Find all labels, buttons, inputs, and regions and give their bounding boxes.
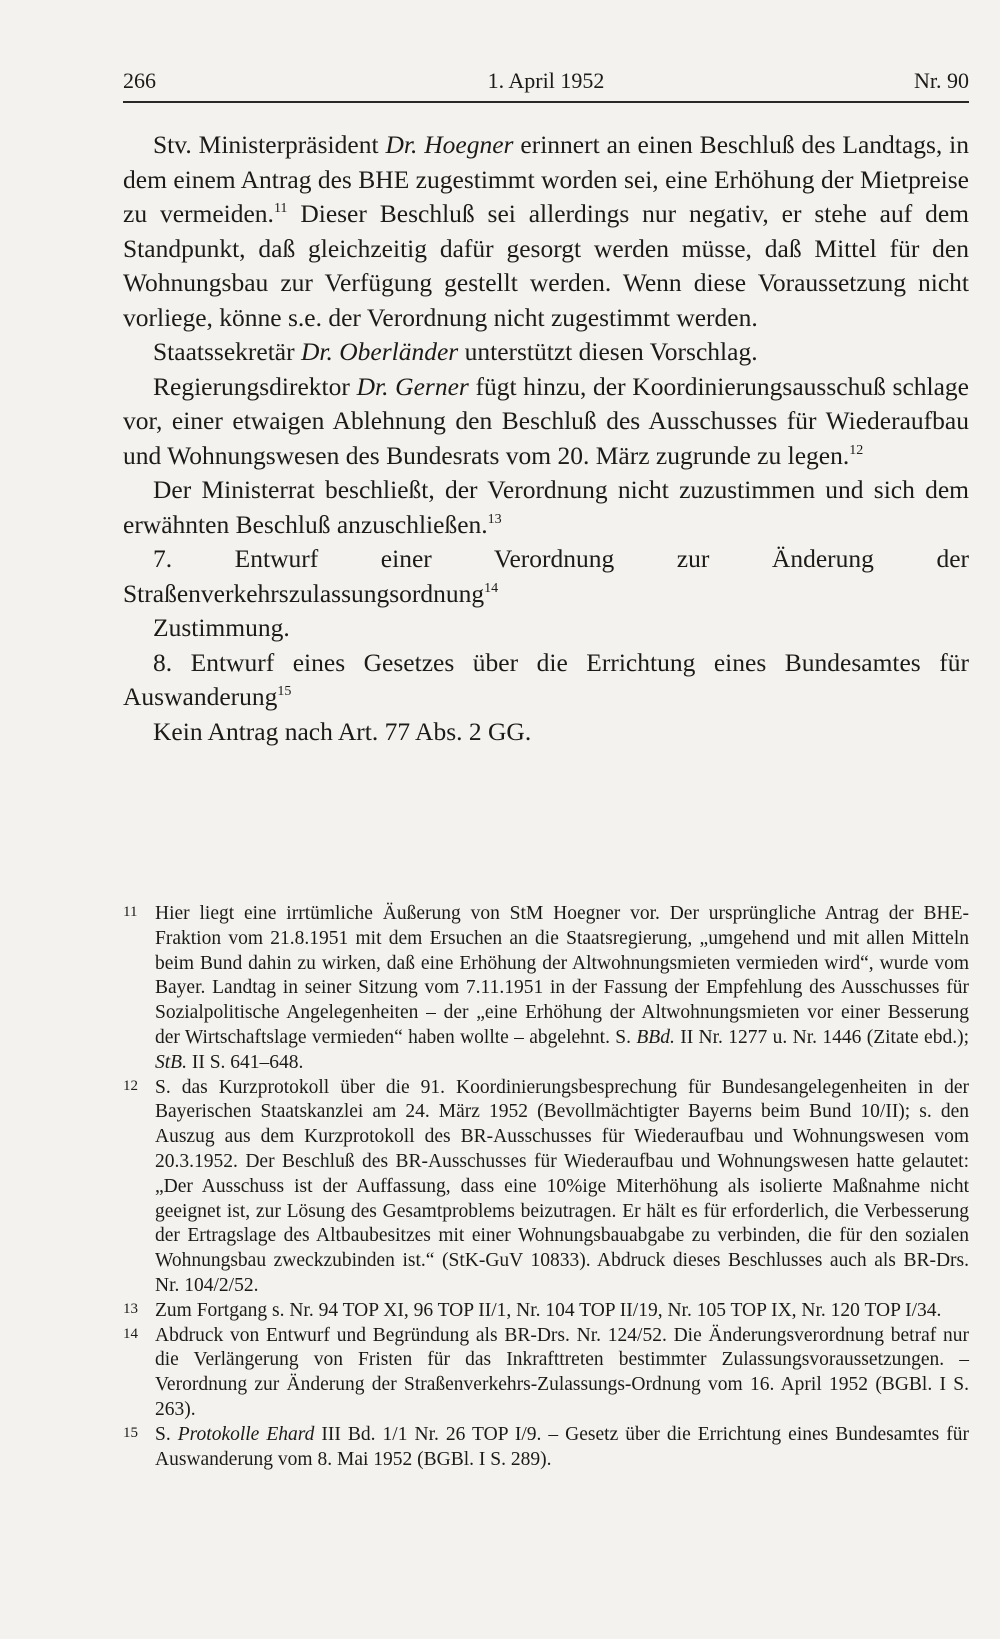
footnote-13 bbox=[123, 1299, 969, 1324]
footnote-ref[interactable]: 12 bbox=[849, 442, 864, 458]
footnotes bbox=[123, 902, 969, 1472]
text-run: Der Ministerrat beschließt, der Verordnung nicht zuzustimmen und sich dem erwähnten Beschluß anzuschließen. bbox=[123, 475, 969, 539]
speaker-name: Dr. Gerner bbox=[356, 371, 469, 401]
text-run: II Nr. 1277 u. Nr. 1446 (Zitate ebd.); bbox=[674, 1026, 969, 1048]
agenda-item-8-result bbox=[123, 715, 969, 750]
running-header bbox=[123, 64, 969, 102]
footnote-number: 15 bbox=[123, 1424, 138, 1441]
text-run: Hier liegt eine irrtümliche Äußerung von StM Hoegner vor. Der ursprüngliche Antrag der BHE-Fraktion vom 21.8.1951 mit dem Ersuchen an die Staatsregierung, „umgehend und mit allen Mitteln beim Bund dahin zu wirken, daß eine Erhöhung der Altwohnungsmieten vermieden wird“, wurde vom Bayer. Landtag in seiner Sitzung vom 7.11.1951 in der Fassung der Empfehlung des Ausschusses für Sozialpolitische Angelegenheiten – der „eine Erhöhung der Altwohnungsmieten vor einer Besserung der Wirtschaftslage vermieden“ haben wollte – abgelehnt. S. bbox=[155, 903, 969, 1048]
footnote-ref[interactable]: 14 bbox=[484, 580, 499, 596]
header-date: 1. April 1952 bbox=[487, 68, 605, 93]
agenda-item-7 bbox=[123, 542, 969, 611]
footnote-number: 13 bbox=[123, 1300, 138, 1317]
text-run: fügt hinzu, der Koordinierungsausschuß schlage vor, einer etwaigen Ablehnung den Beschluß des Ausschusses für Wiederaufbau und Wohnungswesen des Bundesrats vom 20. März zugrunde zu legen. bbox=[123, 371, 970, 470]
footnote-ref[interactable]: 11 bbox=[273, 201, 288, 217]
paragraph-decision bbox=[123, 473, 969, 542]
footnote-number: 11 bbox=[123, 904, 138, 920]
citation: Protokolle Ehard bbox=[177, 1423, 315, 1445]
speaker-name: Dr. Hoegner bbox=[385, 130, 514, 159]
text-run: Abdruck von Entwurf und Begründung als BR-Drs. Nr. 124/52. Die Änderungsverordnung betraf nur die Verlängerung von Fristen für das Inkrafttreten bestimmter Zulassungsvoraussetzungen. – Verordnung zur Änderung der Straßenverkehrs-Zulassungs-Ordnung vom 16. April 1952 (BGBl. I S. 263). bbox=[155, 1324, 969, 1420]
footnote-number: 12 bbox=[123, 1077, 138, 1094]
footnote-ref[interactable]: 15 bbox=[277, 684, 292, 700]
text-run: Staatssekretär bbox=[153, 337, 301, 366]
citation: StB. bbox=[155, 1051, 187, 1073]
issue-number: Nr. 90 bbox=[914, 68, 969, 93]
text-run: Regierungsdirektor bbox=[153, 371, 357, 401]
agenda-title: 8. Entwurf eines Gesetzes über die Errichtung eines Bundesamtes für Auswanderung bbox=[123, 647, 969, 711]
footnote-12 bbox=[123, 1076, 969, 1299]
text-run: Zum Fortgang s. Nr. 94 TOP XI, 96 TOP II/1, Nr. 104 TOP II/19, Nr. 105 TOP IX, Nr. 120 TOP I/34. bbox=[155, 1299, 942, 1321]
footnote-ref[interactable]: 13 bbox=[487, 511, 502, 527]
text-run: S. das Kurzprotokoll über die 91. Koordinierungsbesprechung für Bundesangelegenheiten in der Bayerischen Staatskanzlei am 24. März 1952 (Bevollmächtigter Bayerns beim Bund 10/II); s. den Auszug aus dem Kurzprotokoll des BR-Ausschusses für Wiederaufbau und Wohnungswesen vom 20.3.1952. Der Beschluß des BR-Ausschusses für Wiederaufbau und Wohnungswesen hatte gelautet: „Der Ausschuss ist der Auffassung, dass eine 10%ige Miterhöhung als isolierte Maßnahme nicht geeignet ist, zur Lösung des Gesamtproblems beizutragen. Er hält es für erforderlich, die Verbesserung der Ertragslage des Altbaubesitzes mit einer Wohnungsbauabgabe zu verbinden, die für den sozialen Wohnungsbau zweckzubinden ist.“ (StK-GuV 10833). Abdruck dieses Beschlusses auch als BR-Drs. Nr. 104/2/52. bbox=[155, 1076, 969, 1296]
header-rule bbox=[123, 101, 969, 103]
footnote-number: 14 bbox=[123, 1325, 138, 1342]
page-number: 266 bbox=[123, 68, 156, 93]
main-text bbox=[123, 128, 969, 749]
agenda-item-8 bbox=[123, 646, 969, 715]
text-run: III Bd. 1/1 Nr. 26 TOP I/9. – Gesetz über die Errichtung eines Bundesamtes für Auswanderung vom 8. Mai 1952 (BGBl. I S. 289). bbox=[155, 1423, 969, 1470]
text-run: erinnert an einen Beschluß des Landtags, in dem einem Antrag des BHE zugestimmt worden sei, eine Erhöhung der Mietpreise zu vermeiden. bbox=[123, 130, 969, 228]
agenda-item-7-result bbox=[123, 611, 969, 646]
text-run: Kein Antrag nach Art. 77 Abs. 2 GG. bbox=[153, 716, 532, 746]
text-run: Stv. Ministerpräsident bbox=[153, 130, 386, 159]
footnote-14 bbox=[123, 1324, 969, 1423]
agenda-title: 7. Entwurf einer Verordnung zur Änderung der Straßenverkehrszulassungsordnung bbox=[123, 544, 969, 608]
speaker-name: Dr. Oberländer bbox=[300, 337, 459, 366]
text-run: Dieser Beschluß sei allerdings nur negativ, er stehe auf dem Standpunkt, daß gleichzeitig dafür gesorgt werden müsse, daß Mittel für den Wohnungsbau zur Verfügung gestellt werden. Wenn diese Voraussetzung nicht vorliege, könne s.e. der Verordnung nicht zugestimmt werden. bbox=[123, 199, 969, 332]
paragraph-oberlaender bbox=[123, 335, 969, 370]
text-run: II S. 641–648. bbox=[186, 1051, 304, 1073]
citation: BBd. bbox=[636, 1026, 675, 1048]
text-run: unterstützt diesen Vorschlag. bbox=[458, 337, 758, 366]
footnote-11 bbox=[123, 902, 969, 1076]
paragraph-hoegner bbox=[123, 128, 969, 335]
text-run: Zustimmung. bbox=[153, 613, 290, 642]
paragraph-gerner bbox=[123, 370, 969, 474]
footnote-15 bbox=[123, 1423, 969, 1473]
text-run: S. bbox=[155, 1423, 178, 1445]
